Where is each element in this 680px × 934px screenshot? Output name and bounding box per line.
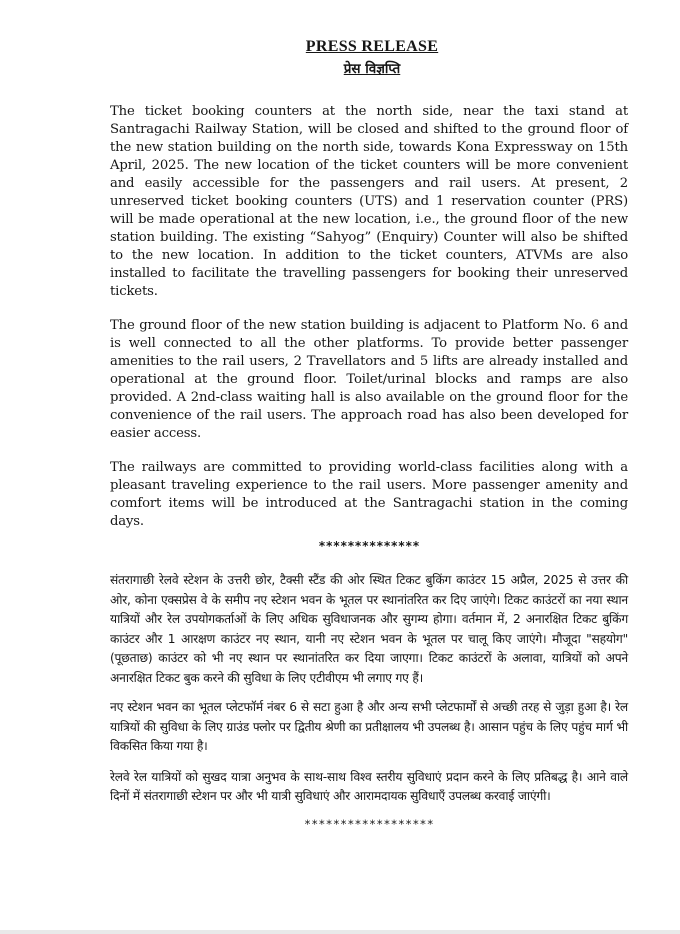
page-subtitle-hindi: प्रेस विज्ञप्ति bbox=[343, 61, 401, 77]
end-separator: ****************** bbox=[303, 816, 435, 831]
hindi-paragraph-1: संतरागाछी रेलवे स्टेशन के उत्तरी छोर, टैक्सी स्टैंड की ओर स्थित टिकट बुकिंग काउंटर 15 अप्रैल, 2025 से उत्तर की ओर, कोना एक्सप्रेस वे के समीप नए स्टेशन भवन के भूतल पर स्थानांतरित कर दिए जाएंगे। टिकट काउंटरों का नया स्थान यात्रियों और रेल उपयोगकर्ताओं के लिए अधिक सुविधाजनक और सुगम्य होगा। वर्तमान में, 2 अनारक्षित टिकट बुकिंग काउंटर और 1 आरक्षण काउंटर नए स्थान, यानी नए स्टेशन भवन के भूतल पर चालू किए जाएंगे। मौजूदा "सहयोग" (पूछताछ) काउंटर को भी नए स्थान पर स्थानांतरित कर दिया जाएगा। टिकट काउंटरों के अलावा, यात्रियों को अपने अनारक्षित टिकट बुक करने की सुविधा के लिए एटीवीएम भी लगाए गए हैं। bbox=[110, 573, 628, 685]
page-title: PRESS RELEASE bbox=[305, 38, 439, 55]
hindi-paragraph-3: रेलवे रेल यात्रियों को सुखद यात्रा अनुभव के साथ-साथ विश्व स्तरीय सुविधाएं प्रदान करने के लिए प्रतिबद्ध है। आने वाले दिनों में संतरागाछी स्टेशन पर और भी यात्री सुविधाएं और आरामदायक सुविधाएँ उपलब्ध करवाई जाएंगी। bbox=[110, 769, 628, 803]
hindi-paragraph-2: नए स्टेशन भवन का भूतल प्लेटफॉर्म नंबर 6 से सटा हुआ है और अन्य सभी प्लेटफार्मों से अच्छी तरह से जुड़ा हुआ है। रेल यात्रियों की सुविधा के लिए ग्राउंड फ्लोर पर द्वितीय श्रेणी का प्रतीक्षालय भी उपलब्ध है। आसान पहुंच के लिए पहुंच मार्ग भी विकसित किया गया है। bbox=[110, 700, 628, 753]
english-paragraph-1: The ticket booking counters at the north side, near the taxi stand at Santragachi Railway Station, will be closed and shifted to the ground floor of the new station building on the north side, towards Kona Expressway on 15th April, 2025. The new location of the ticket counters will be more convenient and easily accessible for the passengers and rail users. At present, 2 unreserved ticket booking counters (UTS) and 1 reservation counter (PRS) will be made operational at the new location, i.e., the ground floor of the new station building. The existing “Sahyog” (Enquiry) Counter will also be shifted to the new location. In addition to the ticket counters, ATVMs are also installed to facilitate the travelling passengers for booking their unreserved tickets. bbox=[110, 104, 628, 299]
page-bottom-edge bbox=[0, 930, 680, 934]
english-paragraph-2: The ground floor of the new station building is adjacent to Platform No. 6 and is well connected to all the other platforms. To provide better passenger amenities to the rail users, 2 Travellators and 5 lifts are already installed and operational at the ground floor. Toilet/urinal blocks and ramps are also provided. A 2nd-class waiting hall is also available on the ground floor for the convenience of the rail users. The approach road has also been developed for easier access. bbox=[110, 318, 628, 441]
section-separator: ************** bbox=[318, 539, 420, 553]
english-paragraph-3: The railways are committed to providing world-class facilities along with a pleasant traveling experience to the rail users. More passenger amenity and comfort items will be introduced at the Santragachi station in the coming days. bbox=[110, 460, 628, 529]
